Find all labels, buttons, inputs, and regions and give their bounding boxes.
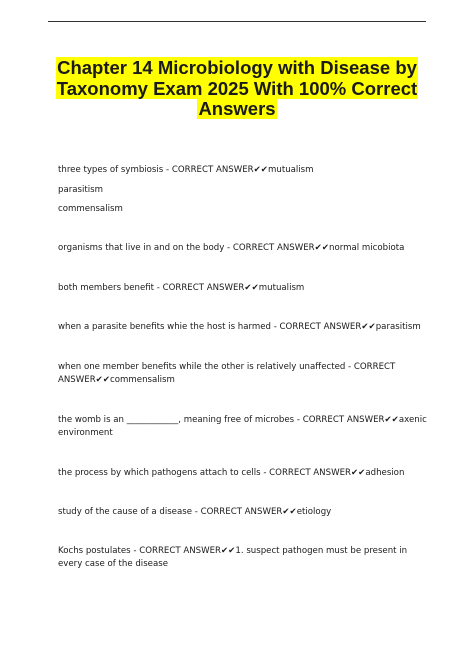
title-highlight: Chapter 14 Microbiology with Disease by Taxonomy Exam 2025 With 100% Correct Answers [56,57,418,119]
qa-entry-6: when a parasite benefits whie the host is harmed - CORRECT ANSWER✔✔parasitism [58,322,421,332]
qa-entry-9: the process by which pathogens attach to cells - CORRECT ANSWER✔✔adhesion [58,468,405,478]
qa-entry-5: both members benefit - CORRECT ANSWER✔✔mutualism [58,283,305,293]
qa-entry-3: commensalism [58,204,123,214]
qa-entry-8: the womb is an ____________, meaning free of microbes - CORRECT ANSWER✔✔axenic environment [58,415,427,438]
qa-entry-4: organisms that live in and on the body - CORRECT ANSWER✔✔normal micobiota [58,243,405,253]
qa-entry-2: parasitism [58,185,103,195]
qa-entry-11: Kochs postulates - CORRECT ANSWER✔✔1. suspect pathogen must be present in every case of the disease [58,546,408,569]
qa-entry-1: three types of symbiosis - CORRECT ANSWER✔✔mutualism [58,165,314,175]
document-title [40,58,434,120]
qa-entry-10: study of the cause of a disease - CORRECT ANSWER✔✔etiology [58,507,332,517]
header-rule [48,21,426,22]
qa-entry-7: when one member benefits while the other is relatively unaffected - CORRECT ANSWER✔✔commensalism [58,362,396,385]
